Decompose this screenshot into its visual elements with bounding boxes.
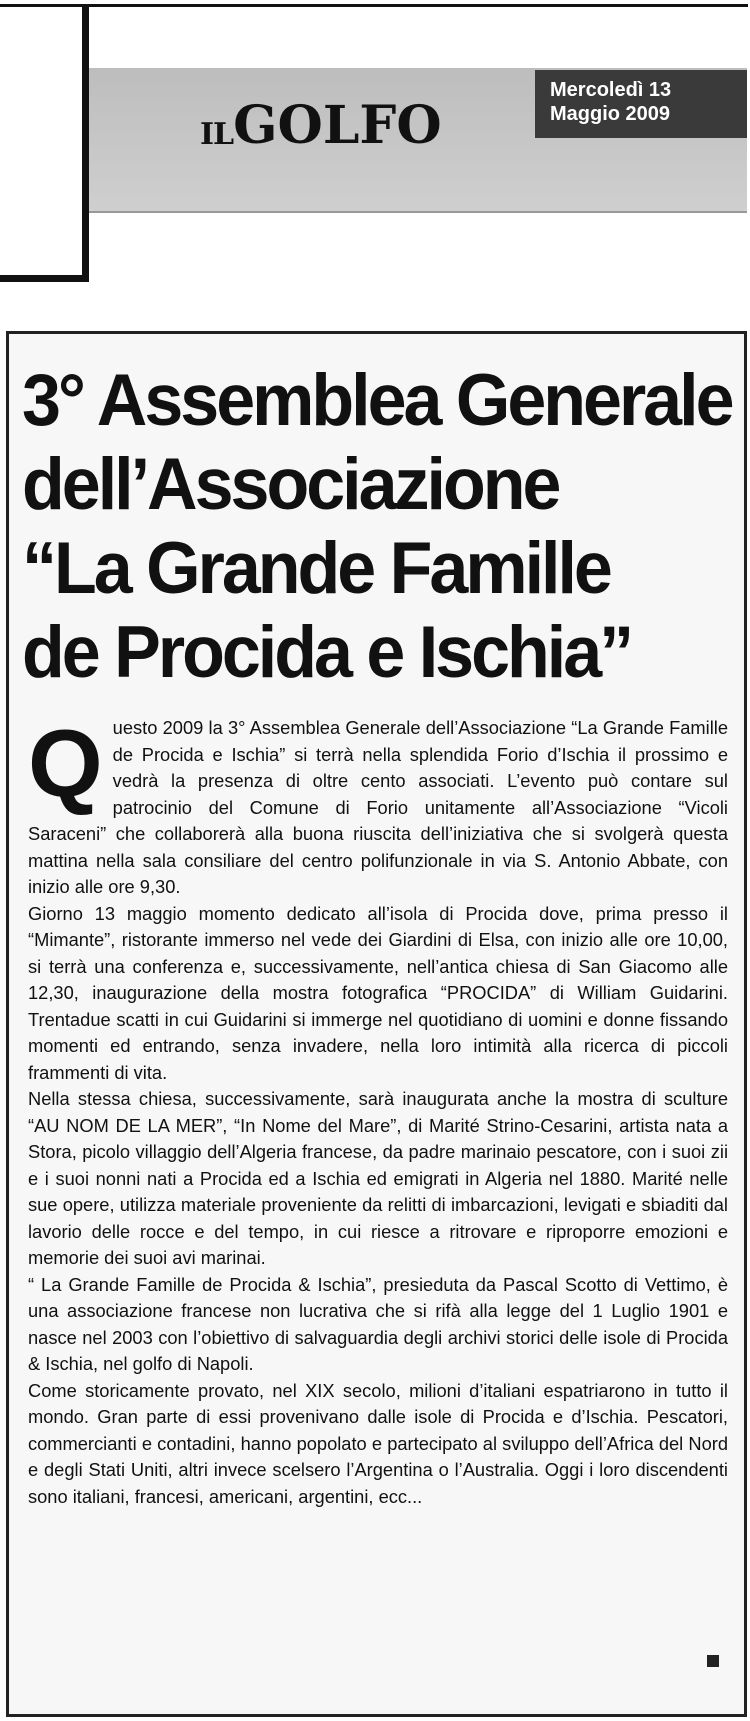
headline-line: “La Grande Famille [22,527,610,609]
newspaper-logo [200,92,442,156]
issue-date-weekday: Mercoledì 13 [550,79,672,101]
body-paragraph: Come storicamente provato, nel XIX secolo, milioni d’italiani espatriarono in tutto il mondo. Gran parte di essi provenivano dalle isole di Procida e d’Ischia. Pescatori, commercianti e contadini, hanno popolato e partecipato al sviluppo dell’Africa del Nord e degli Stati Uniti, altri invece scelsero l’Argentina o l’Australia. Oggi i loro discendenti sono italiani, francesi, americani, argentini, ecc... [28,1379,728,1507]
article-end-mark [707,1655,719,1667]
article-headline [22,358,742,694]
article-body [28,715,728,1675]
drop-cap: Q [28,715,103,817]
top-rule [0,4,748,7]
body-paragraph: Nella stessa chiesa, successivamente, sarà inaugurata anche la mostra di sculture “AU NOM DE LA MER”, “In Nome del Mare”, di Marité Strino-Cesarini, artista nata a Stora, picolo villaggio dell’Algeria francese, da padre marinaio pescatore, con i suoi zii e i suoi nonni nati a Procida ed a Ischia ed emigrati in Algeria nel 1880. Marité nelle sue opere, utilizza materiale proveniente da relitti di imbarcazioni, levigati e sbiaditi dal lavorio delle rocce e del tempo, in cui riesce a ritrovare e riproporre emozioni e memorie dei suoi avi marinai. [28,1088,728,1268]
headline-line: dell’Associazione [22,443,559,525]
logo-prefix: IL [200,117,234,152]
issue-date [535,70,747,138]
body-paragraph: Giorno 13 maggio momento dedicato all’isola di Procida dove, prima presso il “Mimante”, ristorante immerso nel vede dei Giardini di Elsa, con inizio alle ore 10,00, si terrà una conferenza e, successivamente, nell’antica chiesa di San Giacomo alle 12,30, inaugurazione della mostra fotografica “PROCIDA” di William Guidarini. Trentadue scatti in cui Guidarini si immerge nel quotidiano di uomini e donne fissando momenti ed entrando, senza invadere, nella loro intimità alla ricerca di piccoli frammenti di vita. [28,902,728,1083]
body-paragraph [28,715,728,901]
frame-border-vertical [82,4,89,282]
issue-date-month-year: Maggio 2009 [550,103,671,125]
headline-line: 3° Assemblea Generale [22,359,732,441]
paragraph-text: uesto 2009 la 3° Assemblea Generale dell’Associazione “La Grande Famille de Procida e Ischia” si terrà nella splendida Forio d’Ischia il prossimo e vedrà la presenza di oltre cento associati. L’evento può contare sul patrocinio del Comune di Forio unitamente all’Associazione “Vicoli Saraceni” che collaborerà alla buona riuscita dell’iniziativa che si svolgerà questa mattina nella sala consiliare del centro polifunzionale in via S. Antonio Abbate, con inizio alle ore 9,30. [28,717,728,897]
body-paragraph: “ La Grande Famille de Procida & Ischia”, presieduta da Pascal Scotto di Vettimo, è una associazione francese non lucrativa che si rifà alla legge del 1 Luglio 1901 e nasce nel 2003 con l’obiettivo di salvaguardia degli archivi storici delle isole di Procida & Ischia, nel golfo di Napoli. [28,1273,728,1374]
frame-border-horizontal [0,275,89,282]
logo-name: GOLFO [233,95,442,156]
headline-line: de Procida e Ischia” [22,611,632,693]
